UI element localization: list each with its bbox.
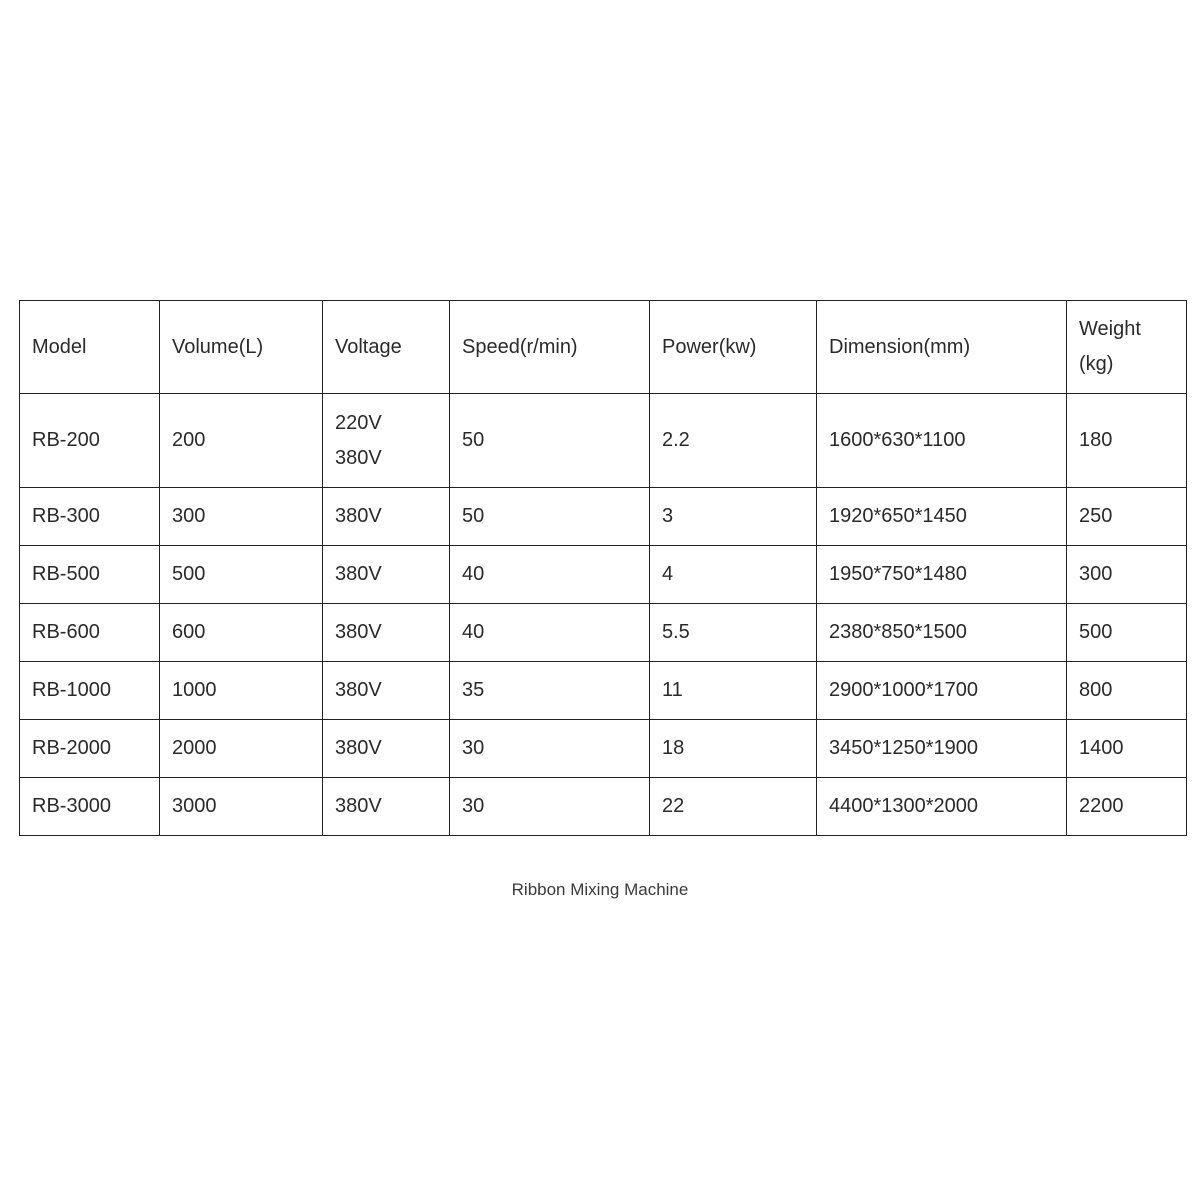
- cell-model: RB-3000: [20, 778, 160, 836]
- cell-volume: 300: [160, 488, 323, 546]
- table-header: [20, 301, 1187, 394]
- cell-power: 3: [650, 488, 817, 546]
- header-speed: Speed(r/min): [450, 301, 650, 394]
- header-power: Power(kw): [650, 301, 817, 394]
- cell-model: RB-2000: [20, 720, 160, 778]
- table-row: [20, 604, 1187, 662]
- cell-speed: 30: [450, 720, 650, 778]
- cell-speed: 30: [450, 778, 650, 836]
- cell-volume: 3000: [160, 778, 323, 836]
- cell-speed: 35: [450, 662, 650, 720]
- cell-speed: 50: [450, 394, 650, 488]
- table-row: [20, 546, 1187, 604]
- header-voltage: Voltage: [323, 301, 450, 394]
- cell-power: 11: [650, 662, 817, 720]
- header-volume: Volume(L): [160, 301, 323, 394]
- cell-power: 22: [650, 778, 817, 836]
- cell-dimension: 1950*750*1480: [817, 546, 1067, 604]
- cell-model: RB-500: [20, 546, 160, 604]
- cell-dimension: 1920*650*1450: [817, 488, 1067, 546]
- cell-voltage: 380V: [323, 778, 450, 836]
- cell-power: 4: [650, 546, 817, 604]
- cell-volume: 200: [160, 394, 323, 488]
- cell-dimension: 2900*1000*1700: [817, 662, 1067, 720]
- table-row: [20, 662, 1187, 720]
- header-row: [20, 301, 1187, 394]
- table-row: [20, 488, 1187, 546]
- cell-weight: 500: [1067, 604, 1187, 662]
- cell-dimension: 4400*1300*2000: [817, 778, 1067, 836]
- table-caption: Ribbon Mixing Machine: [511, 880, 689, 899]
- cell-model: RB-200: [20, 394, 160, 488]
- cell-weight: 250: [1067, 488, 1187, 546]
- cell-model: RB-1000: [20, 662, 160, 720]
- cell-weight: 1400: [1067, 720, 1187, 778]
- cell-voltage: 380V: [323, 488, 450, 546]
- cell-weight: 800: [1067, 662, 1187, 720]
- cell-power: 5.5: [650, 604, 817, 662]
- cell-dimension: 1600*630*1100: [817, 394, 1067, 488]
- cell-model: RB-300: [20, 488, 160, 546]
- cell-volume: 2000: [160, 720, 323, 778]
- cell-power: 18: [650, 720, 817, 778]
- cell-voltage: 380V: [323, 546, 450, 604]
- cell-speed: 50: [450, 488, 650, 546]
- table-row: [20, 720, 1187, 778]
- cell-voltage: 380V: [323, 720, 450, 778]
- header-weight: Weight (kg): [1067, 301, 1187, 394]
- cell-voltage: 220V 380V: [323, 394, 450, 488]
- cell-volume: 600: [160, 604, 323, 662]
- cell-speed: 40: [450, 604, 650, 662]
- cell-weight: 180: [1067, 394, 1187, 488]
- cell-volume: 1000: [160, 662, 323, 720]
- table-row: [20, 778, 1187, 836]
- cell-weight: 2200: [1067, 778, 1187, 836]
- cell-speed: 40: [450, 546, 650, 604]
- cell-dimension: 2380*850*1500: [817, 604, 1067, 662]
- header-dimension: Dimension(mm): [817, 301, 1067, 394]
- cell-model: RB-600: [20, 604, 160, 662]
- table-row: [20, 394, 1187, 488]
- spec-table: [19, 300, 1187, 836]
- cell-dimension: 3450*1250*1900: [817, 720, 1067, 778]
- cell-voltage: 380V: [323, 662, 450, 720]
- table-body: [20, 394, 1187, 836]
- cell-power: 2.2: [650, 394, 817, 488]
- cell-volume: 500: [160, 546, 323, 604]
- header-model: Model: [20, 301, 160, 394]
- cell-voltage: 380V: [323, 604, 450, 662]
- cell-weight: 300: [1067, 546, 1187, 604]
